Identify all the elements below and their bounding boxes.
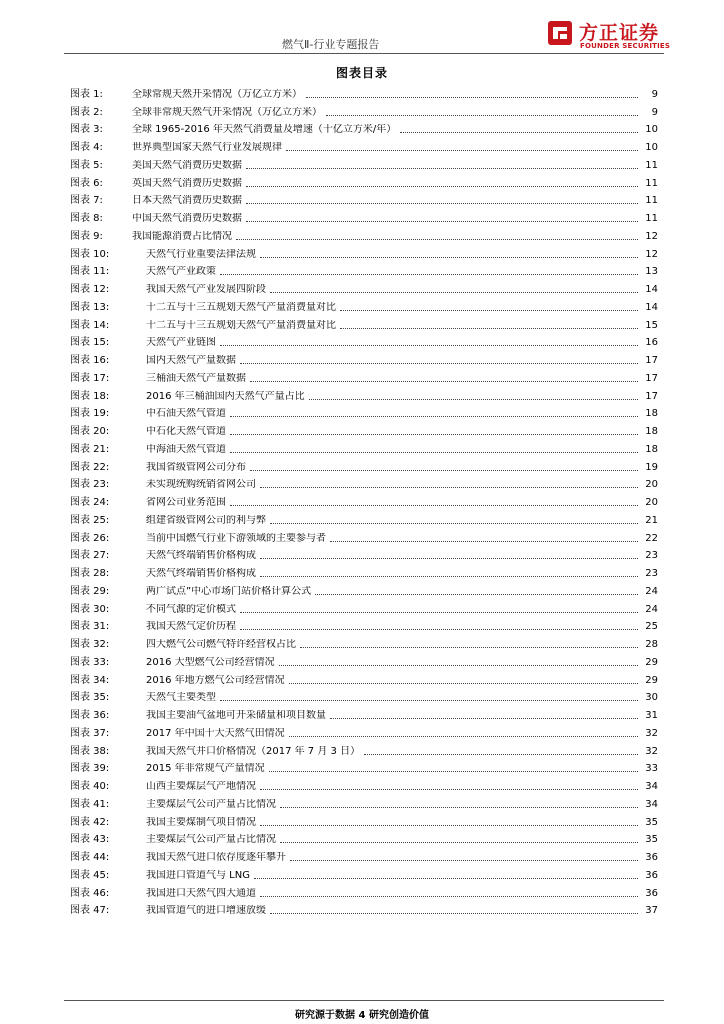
toc-entry[interactable] xyxy=(70,580,658,598)
dot-leader xyxy=(260,487,638,488)
page-number: 21 xyxy=(645,514,658,526)
dot-leader xyxy=(330,541,638,542)
figure-title: 十二五与十三五规划天然气产量消费量对比 xyxy=(146,319,336,331)
figure-title: 天然气产业链图 xyxy=(146,337,216,349)
toc-entry[interactable] xyxy=(70,598,658,616)
figure-list xyxy=(70,83,658,917)
figure-title: 不同气源的定价模式 xyxy=(146,603,236,615)
header-divider xyxy=(64,53,664,54)
page-number: 36 xyxy=(645,852,658,863)
toc-entry[interactable] xyxy=(70,403,658,421)
dot-leader xyxy=(309,399,638,400)
page-number: 10 xyxy=(645,142,658,153)
figure-label: 图表 11: xyxy=(70,266,110,278)
figure-label: 图表 1: xyxy=(70,88,103,100)
dot-leader xyxy=(289,736,638,737)
dot-leader xyxy=(260,576,638,577)
page-number: 32 xyxy=(645,745,658,757)
page-number: 11 xyxy=(645,159,658,171)
dot-leader xyxy=(280,807,638,808)
dot-leader xyxy=(315,594,638,595)
figure-title: 2016 年地方燃气公司经营情况 xyxy=(146,674,285,686)
figure-label: 图表 29: xyxy=(70,585,110,597)
page-number: 17 xyxy=(645,355,658,366)
toc-title: 图表目录 xyxy=(335,66,388,80)
figure-label: 图表 41: xyxy=(70,798,110,810)
dot-leader xyxy=(236,239,638,240)
page-number: 19 xyxy=(645,461,658,473)
figure-title: 全球 1965-2016 年天然气消费量及增速（十亿立方米/年） xyxy=(132,124,397,136)
figure-title: 天然气行业重要法律法规 xyxy=(146,248,256,260)
figure-label: 图表 5: xyxy=(70,159,103,171)
figure-title: 我国能源消费占比情况 xyxy=(132,230,232,242)
figure-title: 我国主要煤制气项目情况 xyxy=(146,816,256,828)
dot-leader xyxy=(230,434,638,435)
figure-label: 图表 46: xyxy=(70,887,110,899)
figure-label: 图表 33: xyxy=(70,656,110,668)
figure-title: 中石油天然气管道 xyxy=(146,408,226,420)
dot-leader xyxy=(220,274,638,275)
figure-label: 图表 36: xyxy=(70,710,110,721)
figure-title: 我国天然气定价历程 xyxy=(146,621,236,633)
figure-title: 主要煤层气公司产量占比情况 xyxy=(146,798,276,810)
dot-leader xyxy=(260,558,638,559)
figure-label: 图表 2: xyxy=(70,106,103,118)
toc-entry[interactable] xyxy=(70,207,658,225)
figure-label: 图表 43: xyxy=(70,834,110,846)
toc-entry[interactable] xyxy=(70,900,658,918)
page-number: 13 xyxy=(645,266,658,278)
page-number: 25 xyxy=(645,621,658,633)
toc-entry[interactable] xyxy=(70,864,658,882)
figure-label: 图表 25: xyxy=(70,514,110,526)
toc-entry[interactable] xyxy=(70,420,658,438)
figure-title: 未实现统购统销省网公司 xyxy=(146,479,256,491)
page-number: 32 xyxy=(645,727,658,739)
toc-entry[interactable] xyxy=(70,278,658,296)
toc-entry[interactable] xyxy=(70,775,658,793)
figure-label: 图表 18: xyxy=(70,390,110,402)
figure-title: 2017 年中国十大天然气田情况 xyxy=(146,727,285,739)
dot-leader xyxy=(364,754,638,755)
footer-divider xyxy=(64,1000,664,1001)
toc-entry[interactable] xyxy=(70,829,658,847)
figure-label: 图表 9: xyxy=(70,230,103,242)
figure-title: 2016 年三桶油国内天然气产量占比 xyxy=(146,390,305,402)
figure-label: 图表 10: xyxy=(70,248,110,260)
toc-entry[interactable] xyxy=(70,119,658,137)
figure-title: 两广试点”中心市场门站价格计算公式 xyxy=(146,585,312,597)
figure-title: 国内天然气产量数据 xyxy=(146,355,236,366)
toc-entry[interactable] xyxy=(70,793,658,811)
page-number: 10 xyxy=(645,124,658,136)
figure-title: 日本天然气消费历史数据 xyxy=(132,195,242,207)
founder-logo-icon xyxy=(547,20,573,46)
page-number: 17 xyxy=(645,390,658,402)
dot-leader xyxy=(246,203,638,204)
page-number: 24 xyxy=(645,603,658,615)
figure-label: 图表 14: xyxy=(70,319,110,331)
dot-leader xyxy=(246,186,638,187)
figure-title: 我国天然气井口价格情况（2017 年 7 月 3 日） xyxy=(146,745,361,757)
figure-title: 全球常规天然开采情况（万亿立方米） xyxy=(132,88,302,100)
page-header xyxy=(0,0,724,60)
toc-entry[interactable] xyxy=(70,740,658,758)
page-number: 34 xyxy=(645,781,658,792)
page-number: 36 xyxy=(645,869,658,881)
toc-entry[interactable] xyxy=(70,651,658,669)
toc-entry[interactable] xyxy=(70,545,658,563)
toc-entry[interactable] xyxy=(70,172,658,190)
page-number: 24 xyxy=(645,585,658,597)
dot-leader xyxy=(220,345,638,346)
page-number: 35 xyxy=(645,816,658,828)
figure-title: 我国天然气进口依存度逐年攀升 xyxy=(146,852,286,863)
figure-title: 我国省级管网公司分布 xyxy=(146,461,246,473)
figure-title: 天然气终端销售价格构成 xyxy=(146,550,256,562)
figure-title: 我国管道气的进口增速放缓 xyxy=(146,905,266,917)
figure-label: 图表 24: xyxy=(70,497,110,508)
figure-title: 我国主要油气盆地可开采储量和项目数量 xyxy=(146,710,326,721)
page-number: 29 xyxy=(645,674,658,686)
dot-leader xyxy=(240,612,638,613)
page-number: 9 xyxy=(651,106,658,118)
dot-leader xyxy=(306,97,638,98)
figure-title: 天然气产业政策 xyxy=(146,266,216,278)
figure-title: 四大燃气公司燃气特许经营权占比 xyxy=(146,639,296,650)
toc-entry[interactable] xyxy=(70,722,658,740)
figure-title: 2016 大型燃气公司经营情况 xyxy=(146,656,275,668)
page-number: 11 xyxy=(645,177,658,189)
page-number: 18 xyxy=(645,408,658,420)
page-number: 22 xyxy=(645,532,658,544)
page-number: 31 xyxy=(645,710,658,721)
toc-entry[interactable] xyxy=(70,101,658,119)
page-number: 35 xyxy=(645,834,658,846)
page-number: 14 xyxy=(645,284,658,295)
figure-label: 图表 23: xyxy=(70,479,110,491)
toc-entry[interactable] xyxy=(70,385,658,403)
toc-entry[interactable] xyxy=(70,509,658,527)
page-number: 16 xyxy=(645,337,658,349)
dot-leader xyxy=(286,150,638,151)
toc-entry[interactable] xyxy=(70,296,658,314)
figure-label: 图表 45: xyxy=(70,869,110,881)
toc-entry[interactable] xyxy=(70,225,658,243)
figure-label: 图表 22: xyxy=(70,461,110,473)
dot-leader xyxy=(230,452,638,453)
page-number: 11 xyxy=(645,195,658,207)
toc-entry[interactable] xyxy=(70,367,658,385)
figure-title: 中海油天然气管道 xyxy=(146,443,226,455)
figure-label: 图表 27: xyxy=(70,550,110,562)
page-number: 23 xyxy=(645,550,658,562)
figure-title: 美国天然气消费历史数据 xyxy=(132,159,242,171)
page-number: 37 xyxy=(645,905,658,917)
figure-title: 主要煤层气公司产量占比情况 xyxy=(146,834,276,846)
page-number: 29 xyxy=(645,656,658,668)
figure-label: 图表 39: xyxy=(70,763,110,775)
dot-leader xyxy=(279,665,638,666)
figure-title: 天然气主要类型 xyxy=(146,692,216,704)
dot-leader xyxy=(240,629,638,630)
toc-entry[interactable] xyxy=(70,882,658,900)
figure-label: 图表 19: xyxy=(70,408,110,420)
toc-entry[interactable] xyxy=(70,633,658,651)
figure-label: 图表 38: xyxy=(70,745,110,757)
page-number: 14 xyxy=(645,301,658,313)
page-number: 30 xyxy=(645,692,658,704)
toc-entry[interactable] xyxy=(70,456,658,474)
page-number: 15 xyxy=(645,319,658,331)
figure-label: 图表 15: xyxy=(70,337,110,349)
figure-label: 图表 6: xyxy=(70,177,103,189)
figure-label: 图表 3: xyxy=(70,124,103,136)
dot-leader xyxy=(240,363,638,364)
report-title: 燃气Ⅱ-行业专题报告 xyxy=(282,38,380,51)
toc-entry[interactable] xyxy=(70,314,658,332)
figure-label: 图表 16: xyxy=(70,355,110,366)
page-number: 34 xyxy=(645,798,658,810)
figure-title: 世界典型国家天然气行业发展规律 xyxy=(132,142,282,153)
page-number: 20 xyxy=(645,497,658,508)
dot-leader xyxy=(246,168,638,169)
figure-label: 图表 26: xyxy=(70,532,110,544)
dot-leader xyxy=(220,700,638,701)
figure-title: 省网公司业务范围 xyxy=(146,497,226,508)
dot-leader xyxy=(289,683,638,684)
page-number: 11 xyxy=(645,213,658,224)
figure-title: 十二五与十三五规划天然气产量消费量对比 xyxy=(146,301,336,313)
figure-label: 图表 32: xyxy=(70,639,110,650)
page-number: 33 xyxy=(645,763,658,775)
dot-leader xyxy=(230,505,638,506)
figure-title: 中石化天然气管道 xyxy=(146,426,226,437)
page-footer: 研究源于数据 4 研究创造价值 xyxy=(295,1010,429,1021)
toc-entry[interactable] xyxy=(70,527,658,545)
figure-label: 图表 31: xyxy=(70,621,110,633)
toc-entry[interactable] xyxy=(70,349,658,367)
dot-leader xyxy=(260,825,638,826)
figure-label: 图表 35: xyxy=(70,692,110,704)
dot-leader xyxy=(260,789,638,790)
figure-label: 图表 28: xyxy=(70,568,110,579)
page-number: 20 xyxy=(645,479,658,491)
dot-leader xyxy=(260,257,638,258)
figure-title: 2015 年非常规气产量情况 xyxy=(146,763,265,775)
dot-leader xyxy=(290,860,638,861)
figure-title: 当前中国燃气行业下游领域的主要参与者 xyxy=(146,532,326,544)
dot-leader xyxy=(269,771,638,772)
dot-leader xyxy=(250,381,638,382)
figure-title: 我国天然气产业发展四阶段 xyxy=(146,284,266,295)
figure-label: 图表 21: xyxy=(70,443,110,455)
page-number: 18 xyxy=(645,443,658,455)
toc-entry[interactable] xyxy=(70,758,658,776)
toc-entry[interactable] xyxy=(70,491,658,509)
figure-label: 图表 4: xyxy=(70,142,103,153)
figure-title: 组建省级管网公司的利与弊 xyxy=(146,514,266,526)
toc-entry[interactable] xyxy=(70,562,658,580)
dot-leader xyxy=(270,913,638,914)
dot-leader xyxy=(230,416,638,417)
figure-label: 图表 44: xyxy=(70,852,110,863)
toc-entry[interactable] xyxy=(70,669,658,687)
figure-label: 图表 17: xyxy=(70,372,110,384)
toc-entry[interactable] xyxy=(70,616,658,634)
toc-entry[interactable] xyxy=(70,704,658,722)
page-number: 17 xyxy=(645,372,658,384)
toc-entry[interactable] xyxy=(70,846,658,864)
toc-entry[interactable] xyxy=(70,332,658,350)
figure-label: 图表 8: xyxy=(70,213,103,224)
logo-english-name: FOUNDER SECURITIES xyxy=(580,42,671,50)
figure-label: 图表 37: xyxy=(70,727,110,739)
toc-entry[interactable] xyxy=(70,243,658,261)
founder-securities-logo xyxy=(547,20,671,50)
figure-label: 图表 13: xyxy=(70,301,110,313)
dot-leader xyxy=(250,470,638,471)
toc-entry[interactable] xyxy=(70,190,658,208)
toc-entry[interactable] xyxy=(70,261,658,279)
figure-label: 图表 34: xyxy=(70,674,110,686)
figure-label: 图表 12: xyxy=(70,284,110,295)
figure-label: 图表 30: xyxy=(70,603,110,615)
dot-leader xyxy=(400,132,638,133)
dot-leader xyxy=(300,647,638,648)
page-number: 12 xyxy=(645,230,658,242)
page-number: 18 xyxy=(645,426,658,437)
figure-title: 中国天然气消费历史数据 xyxy=(132,213,242,224)
logo-chinese-name: 方正证券 xyxy=(579,22,660,44)
dot-leader xyxy=(340,310,638,311)
dot-leader xyxy=(270,292,638,293)
figure-label: 图表 40: xyxy=(70,781,110,792)
toc-entry[interactable] xyxy=(70,136,658,154)
dot-leader xyxy=(254,878,638,879)
dot-leader xyxy=(280,842,638,843)
figure-title: 我国进口天然气四大通道 xyxy=(146,887,256,899)
page-number: 28 xyxy=(645,639,658,650)
toc-entry[interactable] xyxy=(70,474,658,492)
figure-title: 山西主要煤层气产地情况 xyxy=(146,781,256,792)
dot-leader xyxy=(270,523,638,524)
toc-entry[interactable] xyxy=(70,438,658,456)
figure-label: 图表 42: xyxy=(70,816,110,828)
toc-entry[interactable] xyxy=(70,154,658,172)
dot-leader xyxy=(326,115,638,116)
dot-leader xyxy=(340,328,638,329)
figure-title: 天然气终端销售价格构成 xyxy=(146,568,256,579)
figure-title: 三桶油天然气产量数据 xyxy=(146,372,246,384)
page-number: 9 xyxy=(651,88,658,100)
figure-title: 英国天然气消费历史数据 xyxy=(132,177,242,189)
dot-leader xyxy=(330,718,638,719)
figure-title: 全球非常规天然气开采情况（万亿立方米） xyxy=(132,106,322,118)
toc-entry[interactable] xyxy=(70,811,658,829)
toc-entry[interactable] xyxy=(70,687,658,705)
toc-entry[interactable] xyxy=(70,83,658,101)
figure-label: 图表 7: xyxy=(70,195,103,207)
figure-label: 图表 47: xyxy=(70,905,110,917)
page-number: 12 xyxy=(645,248,658,260)
page-number: 36 xyxy=(645,887,658,899)
figure-title: 我国进口管道气与 LNG xyxy=(146,869,250,881)
dot-leader xyxy=(246,221,638,222)
figure-label: 图表 20: xyxy=(70,426,110,437)
page-number: 23 xyxy=(645,568,658,579)
dot-leader xyxy=(260,896,638,897)
